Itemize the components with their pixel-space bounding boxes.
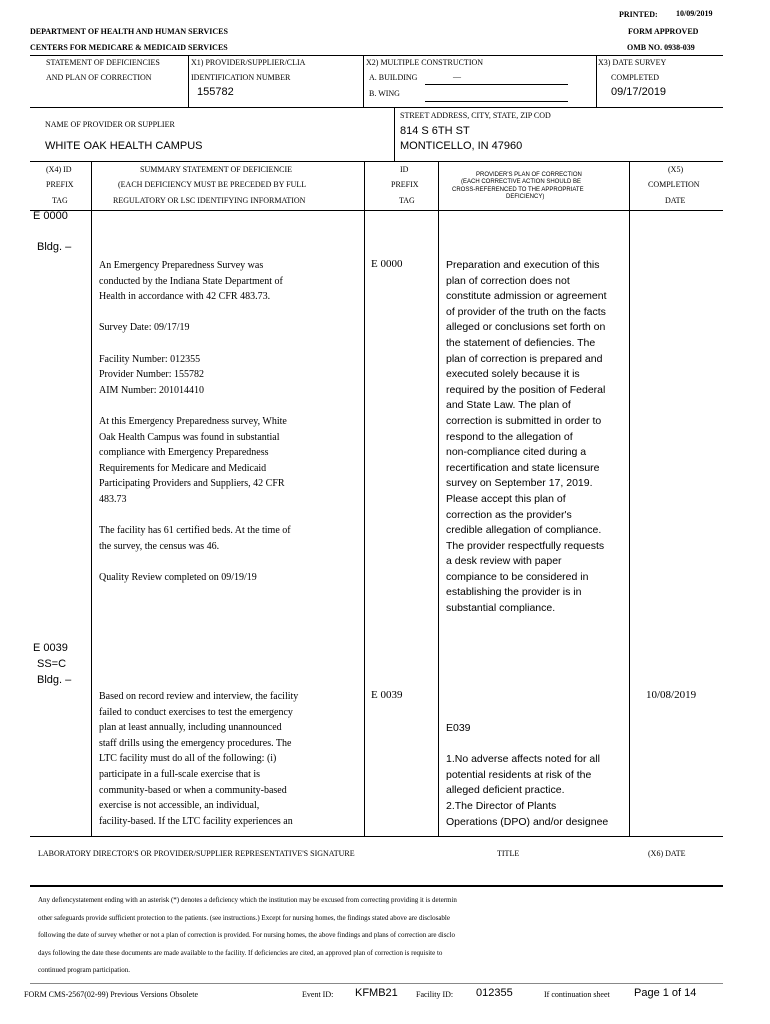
e0039-tag: E 0039 (33, 642, 68, 654)
footnote: Any defiencystatement ending with an asterisk (*) denotes a deficiency which the institution may be excused from correcting providing it is determin other safeguards provide sufficient protection to the patients. (see instructions.) Except for nursing homes, the findings stated above are disclosable following the date of survey whether or not a plan of correction is provided. For nursing homes, the above findings and plans of correction are disclo days following the date these documents are made available to the facility. If deficiencies are cited, an approved plan of correction is requisite to continued program participation. (38, 896, 457, 974)
event-id: KFMB21 (355, 987, 398, 999)
col-prefix-2: PREFIX (391, 180, 419, 189)
survey-date: 09/17/2019 (611, 86, 667, 98)
form-number: FORM CMS-2567(02-99) Previous Versions Obsolete (24, 990, 199, 999)
address-label: STREET ADDRESS, CITY, STATE, ZIP COD (400, 111, 551, 120)
e0039-completion-date: 10/08/2019 (646, 689, 697, 701)
x2-label: X2) MULTIPLE CONSTRUCTION (366, 58, 484, 67)
e0039-plan-of-correction: E039 1.No adverse affects noted for all potential residents at risk of the alleged deficient practice. 2.The Director of Plants Operations (DPO) and/or designee (446, 722, 609, 828)
dept-title: DEPARTMENT OF HEALTH AND HUMAN SERVICES (30, 27, 228, 36)
provider-name: WHITE OAK HEALTH CAMPUS (45, 140, 203, 152)
col-x4-id: (X4) ID (46, 165, 72, 174)
e0000-id: E 0000 (371, 258, 403, 270)
centers-title: CENTERS FOR MEDICARE & MEDICAID SERVICES (30, 43, 228, 52)
city-state-zip: MONTICELLO, IN 47960 (400, 140, 523, 152)
building-label: A. BUILDING (369, 73, 418, 82)
x3-label-1: X3) DATE SURVEY (598, 58, 667, 67)
col-poc-1: PROVIDER'S PLAN OF CORRECTION (476, 172, 582, 178)
signature-label: LABORATORY DIRECTOR'S OR PROVIDER/SUPPLIER REPRESENTATIVE'S SIGNATURE (38, 849, 355, 858)
event-id-label: Event ID: (302, 990, 334, 999)
provider-name-label: NAME OF PROVIDER OR SUPPLIER (45, 120, 175, 129)
building-value: __ (453, 70, 461, 79)
e0000-summary: An Emergency Preparedness Survey was conducted by the Indiana State Department of Health in accordance with 42 CFR 483.73. Survey Date: 09/17/19 Facility Number: 012355 Provider Number: 155782 AIM Number: 201014410 At this Emergency Preparedness survey, White Oak Health Campus was found in substantial compliance with Emergency Preparedness Requirements for Medicare and Medicaid Participating Providers and Suppliers, 42 CFR 483.73 The facility has 61 certified beds. At the time of the survey, the census was 46. Quality Review completed on 09/19/19 (99, 260, 291, 583)
col-summary-1: SUMMARY STATEMENT OF DEFICIENCIE (140, 165, 293, 174)
e0000-bldg: Bldg. – (37, 241, 72, 253)
printed-label: PRINTED: (619, 10, 658, 19)
e0000-plan-of-correction: Preparation and execution of this plan of correction does not constitute admission or agreement of provider of the truth on the facts alleged or conclusions set forth on the statement of defiencies. The plan of correction is prepared and executed solely because it is required by the position of Federal and State Law. The plan of correction is submitted in order to respond to the allegation of non-compliance cited during a recertification and state licensure survey on September 17, 2019. Please accept this plan of correction as the provider's credible allegation of compliance. The provider respectfully requests a desk review with paper compiance to be considered in establishing the provider is in substantial compliance. (446, 259, 607, 615)
col-tag-2: TAG (399, 196, 415, 205)
e0039-summary: Based on record review and interview, the facility failed to conduct exercises to test the emergency plan at least annually, including unannounced staff drills using the emergency procedures. The LTC facility must do all of the following: (i) participate in a full-scale exercise that is community-based or when a community-based exercise is not accessible, an individual, facility-based. If the LTC facility experiences an (99, 691, 299, 827)
statement-label-2: AND PLAN OF CORRECTION (46, 73, 152, 82)
col-id: ID (400, 165, 409, 174)
col-poc-2: (EACH CORRECTIVE ACTION SHOULD BE (461, 179, 582, 185)
x6-date-label: (X6) DATE (648, 849, 686, 858)
x3-label-2: COMPLETED (611, 73, 659, 82)
col-tag: TAG (52, 196, 68, 205)
e0039-id: E 0039 (371, 689, 403, 701)
facility-id: 012355 (476, 987, 513, 999)
col-x5: (X5) (668, 165, 684, 174)
continuation-label: If continuation sheet (544, 990, 610, 999)
omb-number: OMB NO. 0938-039 (627, 43, 695, 52)
e0039-bldg: Bldg. – (37, 674, 72, 686)
col-prefix: PREFIX (46, 180, 74, 189)
x1-label-2: IDENTIFICATION NUMBER (191, 73, 291, 82)
col-poc-4: DEFICIENCY) (506, 194, 545, 200)
col-poc-3: CROSS-REFERENCED TO THE APPROPRIATE (452, 187, 584, 193)
e0000-tag: E 0000 (33, 210, 68, 222)
provider-number: 155782 (197, 86, 234, 98)
facility-id-label: Facility ID: (416, 990, 454, 999)
statement-label-1: STATEMENT OF DEFICIENCIES (46, 58, 160, 67)
x1-label-1: X1) PROVIDER/SUPPLIER/CLIA (191, 58, 306, 67)
printed-date: 10/09/2019 (676, 9, 713, 18)
e0039-scope-severity: SS=C (37, 658, 67, 670)
col-summary-2: (EACH DEFICIENCY MUST BE PRECEDED BY FULL (118, 180, 307, 189)
street-address: 814 S 6TH ST (400, 125, 470, 137)
wing-label: B. WING (369, 89, 400, 98)
col-summary-3: REGULATORY OR LSC IDENTIFYING INFORMATION (113, 196, 306, 205)
col-date: DATE (665, 196, 686, 205)
title-label: TITLE (497, 849, 520, 858)
page-number: Page 1 of 14 (634, 987, 697, 999)
form-approved: FORM APPROVED (628, 27, 699, 36)
col-completion: COMPLETION (648, 180, 700, 189)
